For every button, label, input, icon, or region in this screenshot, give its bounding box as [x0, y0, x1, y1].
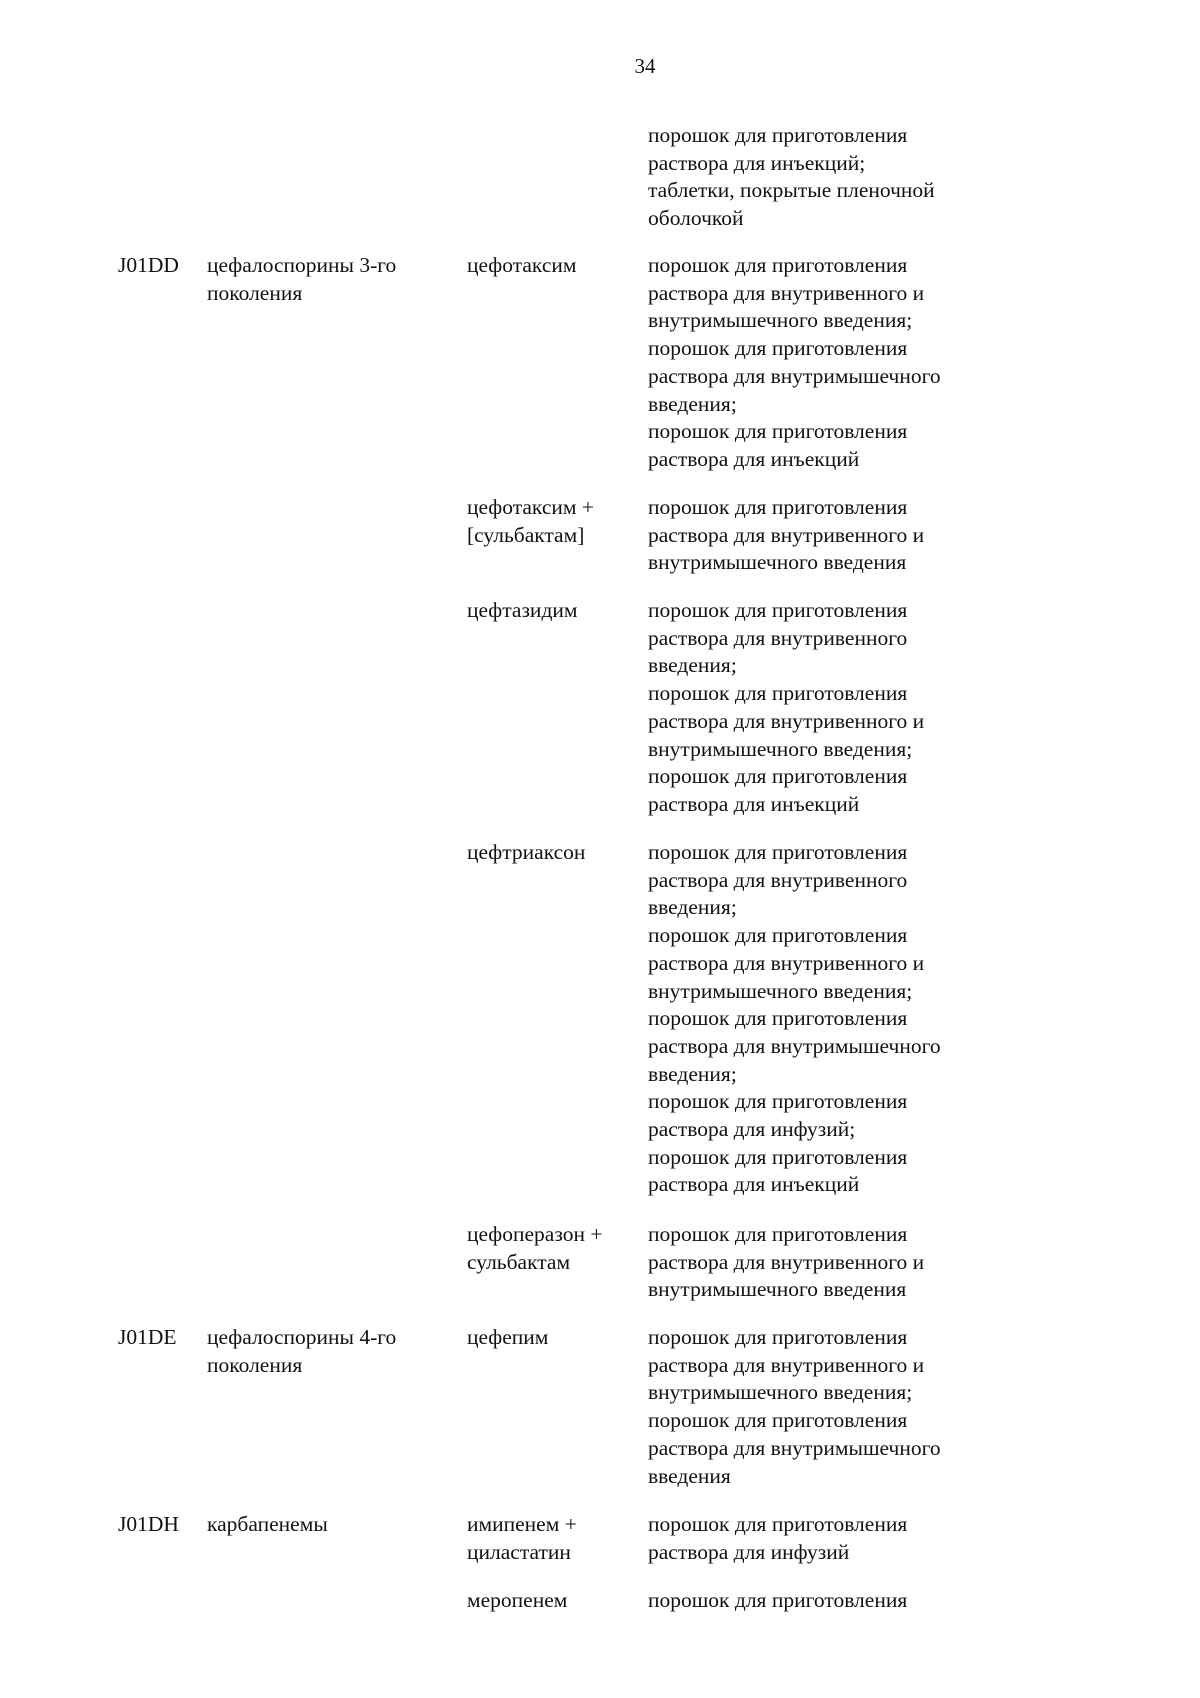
- dosage-forms: порошок для приготовления раствора для инфузий: [648, 1512, 908, 1564]
- drug-name: цефепим: [467, 1325, 549, 1349]
- drug-name: цефтазидим: [467, 598, 578, 622]
- drug-group: карбапенемы: [207, 1512, 328, 1536]
- drug-name: цефтриаксон: [467, 840, 586, 864]
- atc-code: J01DE: [118, 1325, 177, 1349]
- dosage-forms: порошок для приготовления раствора для внутривенного и внутримышечного введения: [648, 495, 925, 575]
- dosage-forms: порошок для приготовления раствора для внутривенного и внутримышечного введения; порошок для приготовления раствора для внутримышечного введения: [648, 1325, 941, 1488]
- drug-group: цефалоспорины 3-го поколения: [207, 253, 397, 305]
- drug-name: цефотаксим: [467, 253, 577, 277]
- atc-code: J01DD: [118, 253, 179, 277]
- dosage-forms: порошок для приготовления: [648, 1588, 908, 1612]
- dosage-forms: порошок для приготовления раствора для внутривенного и внутримышечного введения: [648, 1222, 925, 1302]
- drug-name: цефоперазон + сульбактам: [467, 1222, 603, 1274]
- dosage-forms: порошок для приготовления раствора для внутривенного и внутримышечного введения; порошок для приготовления раствора для внутримышечного введения; порошок для приготовления раствора для инъекций: [648, 253, 941, 471]
- dosage-forms: порошок для приготовления раствора для инъекций; таблетки, покрытые пленочной оболочкой: [648, 123, 935, 231]
- page-number: 34: [634, 54, 656, 78]
- drug-name: цефотаксим + [сульбактам]: [467, 495, 594, 547]
- drug-name: имипенем + циластатин: [467, 1512, 577, 1564]
- drug-name: меропенем: [467, 1588, 568, 1612]
- dosage-forms: порошок для приготовления раствора для внутривенного введения; порошок для приготовления раствора для внутривенного и внутримышечного введения; порошок для приготовления раствора для внутримышечного введения; порошок для приготовления раствора для инфузий; порошок для приготовления раствора для инъекций: [648, 840, 941, 1197]
- drug-group: цефалоспорины 4-го поколения: [207, 1325, 397, 1377]
- atc-code: J01DH: [118, 1512, 179, 1536]
- dosage-forms: порошок для приготовления раствора для внутривенного введения; порошок для приготовления раствора для внутривенного и внутримышечного введения; порошок для приготовления раствора для инъекций: [648, 598, 925, 816]
